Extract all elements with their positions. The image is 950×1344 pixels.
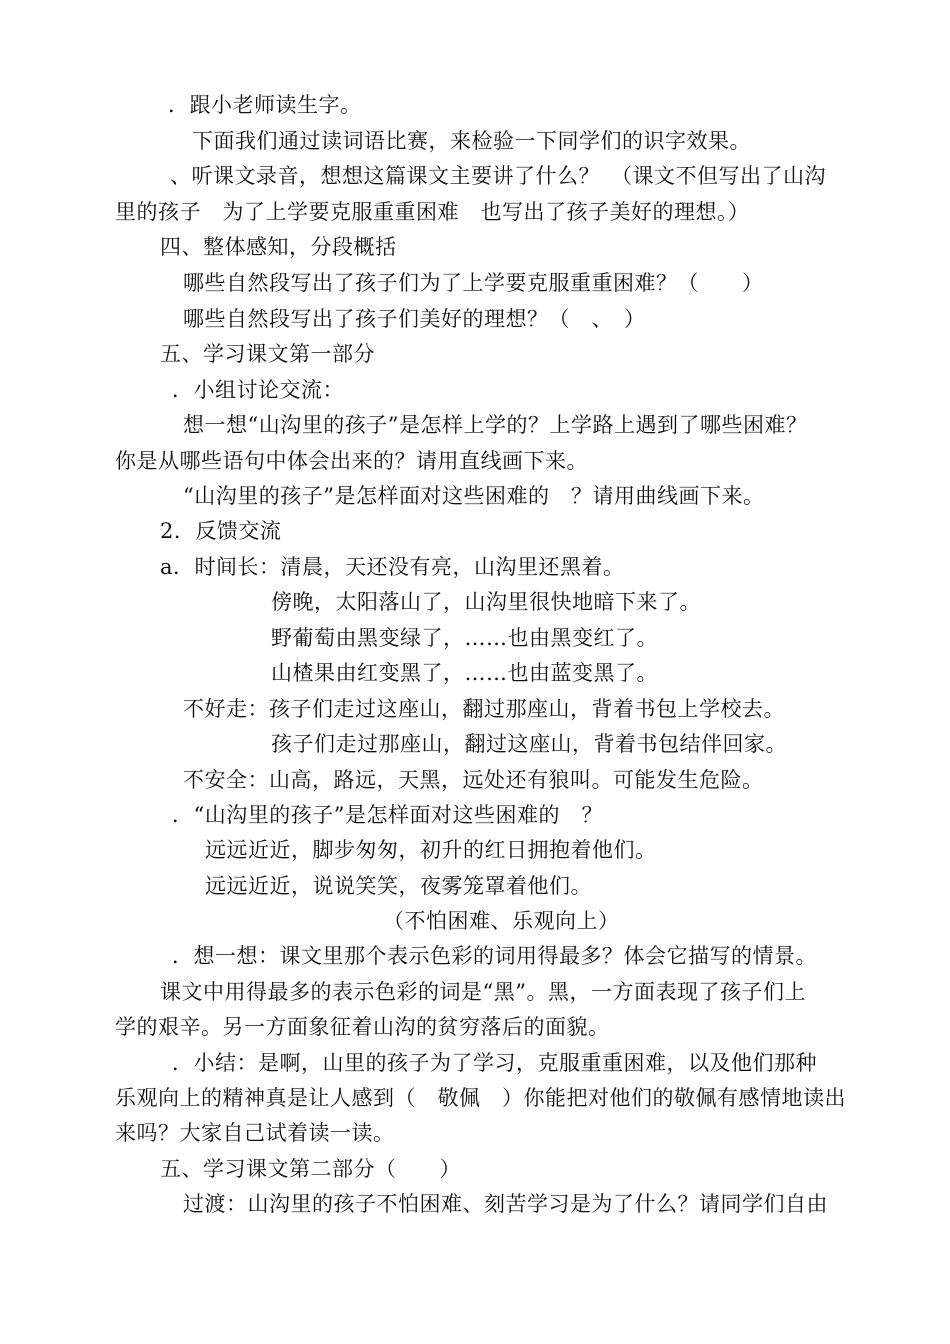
- section-heading: 五、学习课文第一部分: [160, 342, 375, 366]
- text-line: 远远近近，脚步匆匆，初升的红日拥抱着他们。: [205, 838, 657, 862]
- text-line: 、听课文录音，想想这篇课文主要讲了什么？ （课文不但写出了山沟: [170, 164, 826, 188]
- text-line: 过渡：山沟里的孩子不怕困难、刻苦学习是为了什么？请同学们自由: [183, 1192, 828, 1216]
- text-line: 你是从哪些语句中体会出来的？请用直线画下来。: [115, 449, 588, 473]
- text-line: 远远近近，说说笑笑，夜雾笼罩着他们。: [205, 874, 592, 898]
- text-line: a．时间长：清晨，天还没有亮，山沟里还黑着。: [160, 555, 625, 579]
- text-line: 不安全：山高，路远，天黑，远处还有狼叫。可能发生危险。: [183, 768, 764, 792]
- text-line: 想一想“山沟里的孩子”是怎样上学的？上学路上遇到了哪些困难？: [183, 413, 808, 437]
- text-line: 学的艰辛。另一方面象征着山沟的贫穷落后的面貌。: [115, 1015, 610, 1039]
- text-line: 下面我们通过读词语比赛，来检验一下同学们的识字效果。: [192, 129, 751, 153]
- text-line: ．小组讨论交流：: [172, 378, 344, 402]
- text-line: 野葡萄由黑变绿了，……也由黑变红了。: [271, 626, 658, 650]
- text-line: 山楂果由红变黑了，……也由蓝变黑了。: [271, 661, 658, 685]
- text-line: ．小结：是啊，山里的孩子为了学习，克服重重困难，以及他们那种: [172, 1051, 817, 1075]
- text-line: 来吗？大家自己试着读一读。: [115, 1121, 395, 1145]
- text-line: ．跟小老师读生字。: [168, 93, 362, 117]
- text-line: 乐观向上的精神真是让人感到（ 敬佩 ）你能把对他们的敬佩有感情地读出: [115, 1086, 846, 1110]
- text-line: 孩子们走过那座山，翻过这座山，背着书包结伴回家。: [271, 732, 787, 756]
- text-line: 哪些自然段写出了孩子们美好的理想？（ 、 ）: [183, 307, 646, 331]
- section-heading: 四、整体感知，分段概括: [160, 235, 397, 259]
- text-line: 不好走：孩子们走过这座山，翻过那座山，背着书包上学校去。: [183, 697, 785, 721]
- text-line: 2．反馈交流: [160, 519, 282, 543]
- text-line: 里的孩子 为了上学要克服重重困难 也写出了孩子美好的理想。）: [115, 200, 750, 224]
- text-line: ．“山沟里的孩子”是怎样面对这些困难的 ？: [172, 803, 603, 827]
- text-line: 课文中用得最多的表示色彩的词是“黑”。黑，一方面表现了孩子们上: [160, 980, 806, 1004]
- text-line: ．想一想：课文里那个表示色彩的词用得最多？体会它描写的情景。: [172, 944, 817, 968]
- text-line: （不怕困难、乐观向上）: [383, 909, 620, 933]
- section-heading: 五、学习课文第二部分（ ）: [160, 1157, 461, 1181]
- text-line: 哪些自然段写出了孩子们为了上学要克服重重困难？（ ）: [183, 271, 764, 295]
- text-line: 傍晚，太阳落山了，山沟里很快地暗下来了。: [271, 590, 701, 614]
- text-line: “山沟里的孩子”是怎样面对这些困难的 ？请用曲线画下来。: [183, 484, 765, 508]
